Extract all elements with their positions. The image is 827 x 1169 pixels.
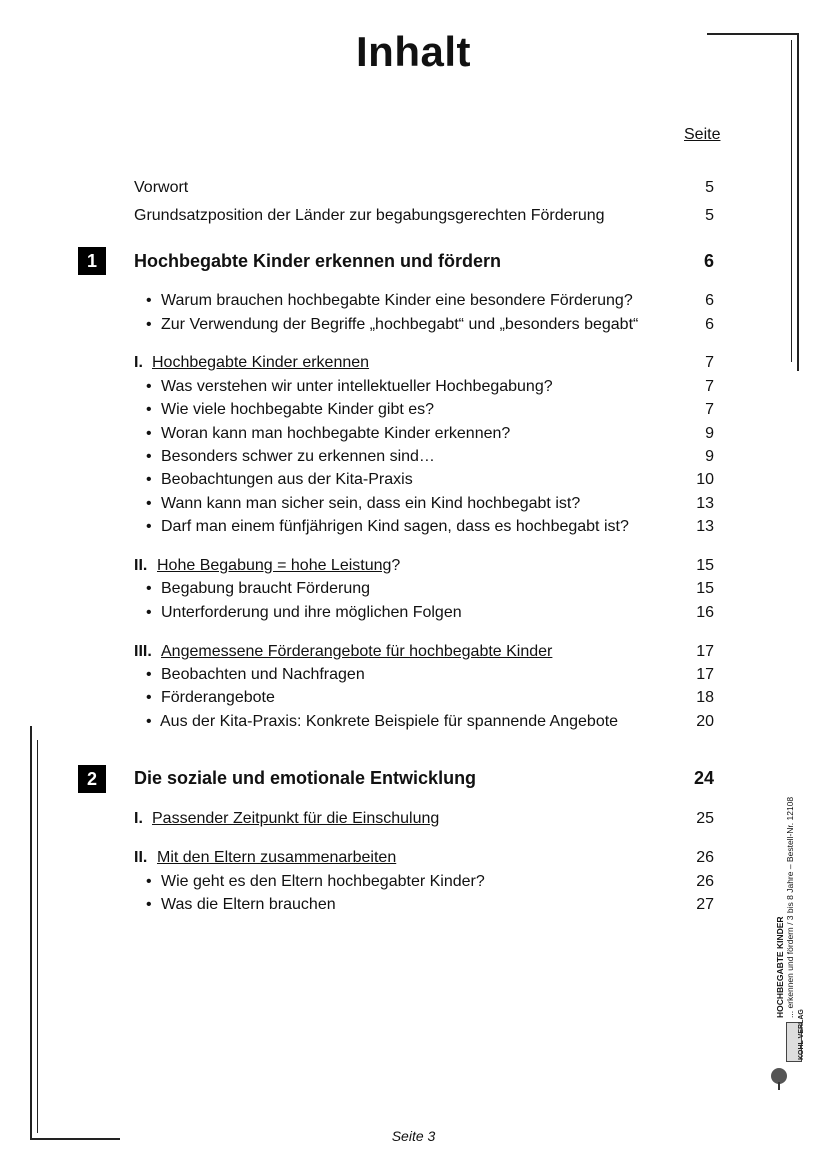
toc-entry-page: 9 (705, 448, 714, 465)
toc-entry-page: 6 (705, 292, 714, 309)
toc-bullet-entry[interactable] (0, 689, 827, 711)
toc-entry-text: Wann kann man sicher sein, dass ein Kind hochbegabt ist? (161, 495, 581, 512)
toc-bullet-entry[interactable] (0, 873, 827, 895)
toc-bullet-entry[interactable] (0, 401, 827, 423)
subsection-page: 25 (696, 810, 714, 827)
toc-bullet-entry[interactable] (0, 896, 827, 918)
bullet-icon: • (146, 666, 152, 683)
toc-entry-page: 17 (696, 666, 714, 683)
toc-bullet-entry[interactable] (0, 604, 827, 626)
toc-entry-page: 27 (696, 896, 714, 913)
toc-entry-text: Grundsatzposition der Länder zur begabungsgerechten Förderung (134, 207, 605, 224)
subsection-page: 15 (696, 557, 714, 574)
subsection-title-wrap (157, 557, 400, 575)
toc-bullet-entry[interactable] (0, 666, 827, 688)
toc-entry-page: 5 (705, 207, 714, 224)
toc-subsection-1-3[interactable] (0, 643, 827, 665)
toc-bullet-entry[interactable] (0, 316, 827, 338)
toc-subsection-1-1[interactable] (0, 354, 827, 376)
publication-sidebar (775, 797, 795, 1018)
toc-bullet-entry[interactable] (0, 580, 827, 602)
toc-entry-page: 18 (696, 689, 714, 706)
toc-section-1[interactable] (0, 251, 827, 273)
section-title: Die soziale und emotionale Entwicklung (134, 768, 477, 788)
toc-entry-page: 7 (705, 378, 714, 395)
bullet-icon: • (146, 471, 152, 488)
subsection-title: Mit den Eltern zusammenarbeiten (157, 849, 397, 866)
subsection-title: Hochbegabte Kinder erkennen (152, 354, 370, 371)
bullet-icon: • (146, 896, 152, 913)
toc-entry-page: 15 (696, 580, 714, 597)
bullet-icon: • (146, 580, 152, 597)
toc-entry-text: Beobachten und Nachfragen (161, 666, 365, 683)
page-title: Inhalt (356, 28, 471, 75)
toc-entry-text: Förderangebote (161, 689, 275, 706)
subsection-page: 26 (696, 849, 714, 866)
toc-entry-page: 7 (705, 401, 714, 418)
bullet-icon: • (146, 401, 152, 418)
section-page: 6 (703, 251, 714, 271)
toc-bullet-entry[interactable] (0, 518, 827, 540)
toc-subsection-1-2[interactable] (0, 557, 827, 579)
toc-bullet-entry[interactable] (0, 471, 827, 493)
bullet-icon: • (146, 448, 152, 465)
section-page: 24 (693, 768, 714, 788)
toc-entry-page: 10 (696, 471, 714, 488)
subsection-page: 17 (696, 643, 714, 660)
section-number-badge: 1 (78, 247, 106, 275)
bullet-icon: • (146, 495, 152, 512)
toc-entry-page: 26 (696, 873, 714, 890)
toc-entry-text: Vorwort (134, 179, 189, 196)
toc-entry-page: 13 (696, 495, 714, 512)
toc-bullet-entry[interactable] (0, 425, 827, 447)
toc-entry-page: 6 (705, 316, 714, 333)
subsection-title: Passender Zeitpunkt für die Einschulung (152, 810, 440, 827)
page-footer: Seite 3 (391, 1128, 436, 1144)
toc-subsection-2-2[interactable] (0, 849, 827, 871)
toc-entry-text: Wie viele hochbegabte Kinder gibt es? (161, 401, 435, 418)
subsection-title: Angemessene Förderangebote für hochbegabte Kinder (161, 643, 553, 660)
tree-logo-icon (768, 1066, 790, 1092)
toc-entry-text: Was verstehen wir unter intellektueller Hochbegabung? (161, 378, 553, 395)
bullet-icon: • (146, 873, 152, 890)
toc-entry-page: 9 (705, 425, 714, 442)
toc-section-2[interactable] (0, 768, 827, 790)
subsection-title-suffix: ? (391, 557, 401, 574)
toc-entry-page: 13 (696, 518, 714, 535)
toc-entry-text: Aus der Kita-Praxis: Konkrete Beispiele für spannende Angebote (160, 713, 619, 730)
bullet-icon: • (146, 316, 152, 333)
bullet-icon: • (146, 292, 152, 309)
toc-entry-text: Beobachtungen aus der Kita-Praxis (161, 471, 413, 488)
bullet-icon: • (146, 689, 152, 706)
toc-entry-page: 20 (696, 713, 714, 730)
toc-entry-text: Darf man einem fünfjährigen Kind sagen, dass es hochbegabt ist? (161, 518, 629, 535)
toc-entry-page: 16 (696, 604, 714, 621)
publisher-logo-text: KOHL VERLAG (798, 1009, 805, 1060)
sidebar-details: ... erkennen und fördern / 3 bis 8 Jahre – Bestell-Nr. 12108 (785, 796, 795, 1018)
section-number-badge: 2 (78, 765, 106, 793)
toc-bullet-entry[interactable] (0, 713, 827, 735)
sidebar-series-title: HOCHBEGABTE KINDER (775, 916, 785, 1018)
toc-bullet-entry[interactable] (0, 378, 827, 400)
toc-entry-text: Besonders schwer zu erkennen sind… (161, 448, 435, 465)
toc-bullet-entry[interactable] (0, 495, 827, 517)
toc-entry-page: 5 (705, 179, 714, 196)
subsection-numeral: I. (134, 810, 143, 827)
toc-bullet-entry[interactable] (0, 292, 827, 314)
subsection-numeral: III. (134, 643, 152, 660)
subsection-numeral: II. (134, 557, 148, 574)
toc-entry-text: Zur Verwendung der Begriffe „hochbegabt“ und „besonders begabt“ (161, 316, 639, 333)
toc-entry-text: Unterforderung und ihre möglichen Folgen (161, 604, 462, 621)
bullet-icon: • (146, 713, 152, 730)
bullet-icon: • (146, 518, 152, 535)
toc-entry-text: Was die Eltern brauchen (161, 896, 336, 913)
bullet-icon: • (146, 378, 152, 395)
section-title: Hochbegabte Kinder erkennen und fördern (134, 251, 502, 271)
toc-entry-grundsatzposition[interactable] (0, 207, 827, 229)
toc-entry-text: Begabung braucht Förderung (161, 580, 371, 597)
toc-entry-vorwort[interactable] (0, 179, 827, 201)
toc-subsection-2-1[interactable] (0, 810, 827, 832)
toc-bullet-entry[interactable] (0, 448, 827, 470)
bullet-icon: • (146, 604, 152, 621)
page-column-header: Seite (684, 126, 721, 143)
toc-entry-text: Warum brauchen hochbegabte Kinder eine besondere Förderung? (161, 292, 633, 309)
subsection-page: 7 (705, 354, 714, 371)
toc-entry-text: Wie geht es den Eltern hochbegabter Kinder? (161, 873, 485, 890)
bullet-icon: • (146, 425, 152, 442)
subsection-numeral: II. (134, 849, 148, 866)
subsection-title: Hohe Begabung = hohe Leistung (157, 557, 392, 574)
subsection-numeral: I. (134, 354, 143, 371)
frame-line-left-inner (37, 740, 38, 1133)
toc-entry-text: Woran kann man hochbegabte Kinder erkennen? (161, 425, 511, 442)
